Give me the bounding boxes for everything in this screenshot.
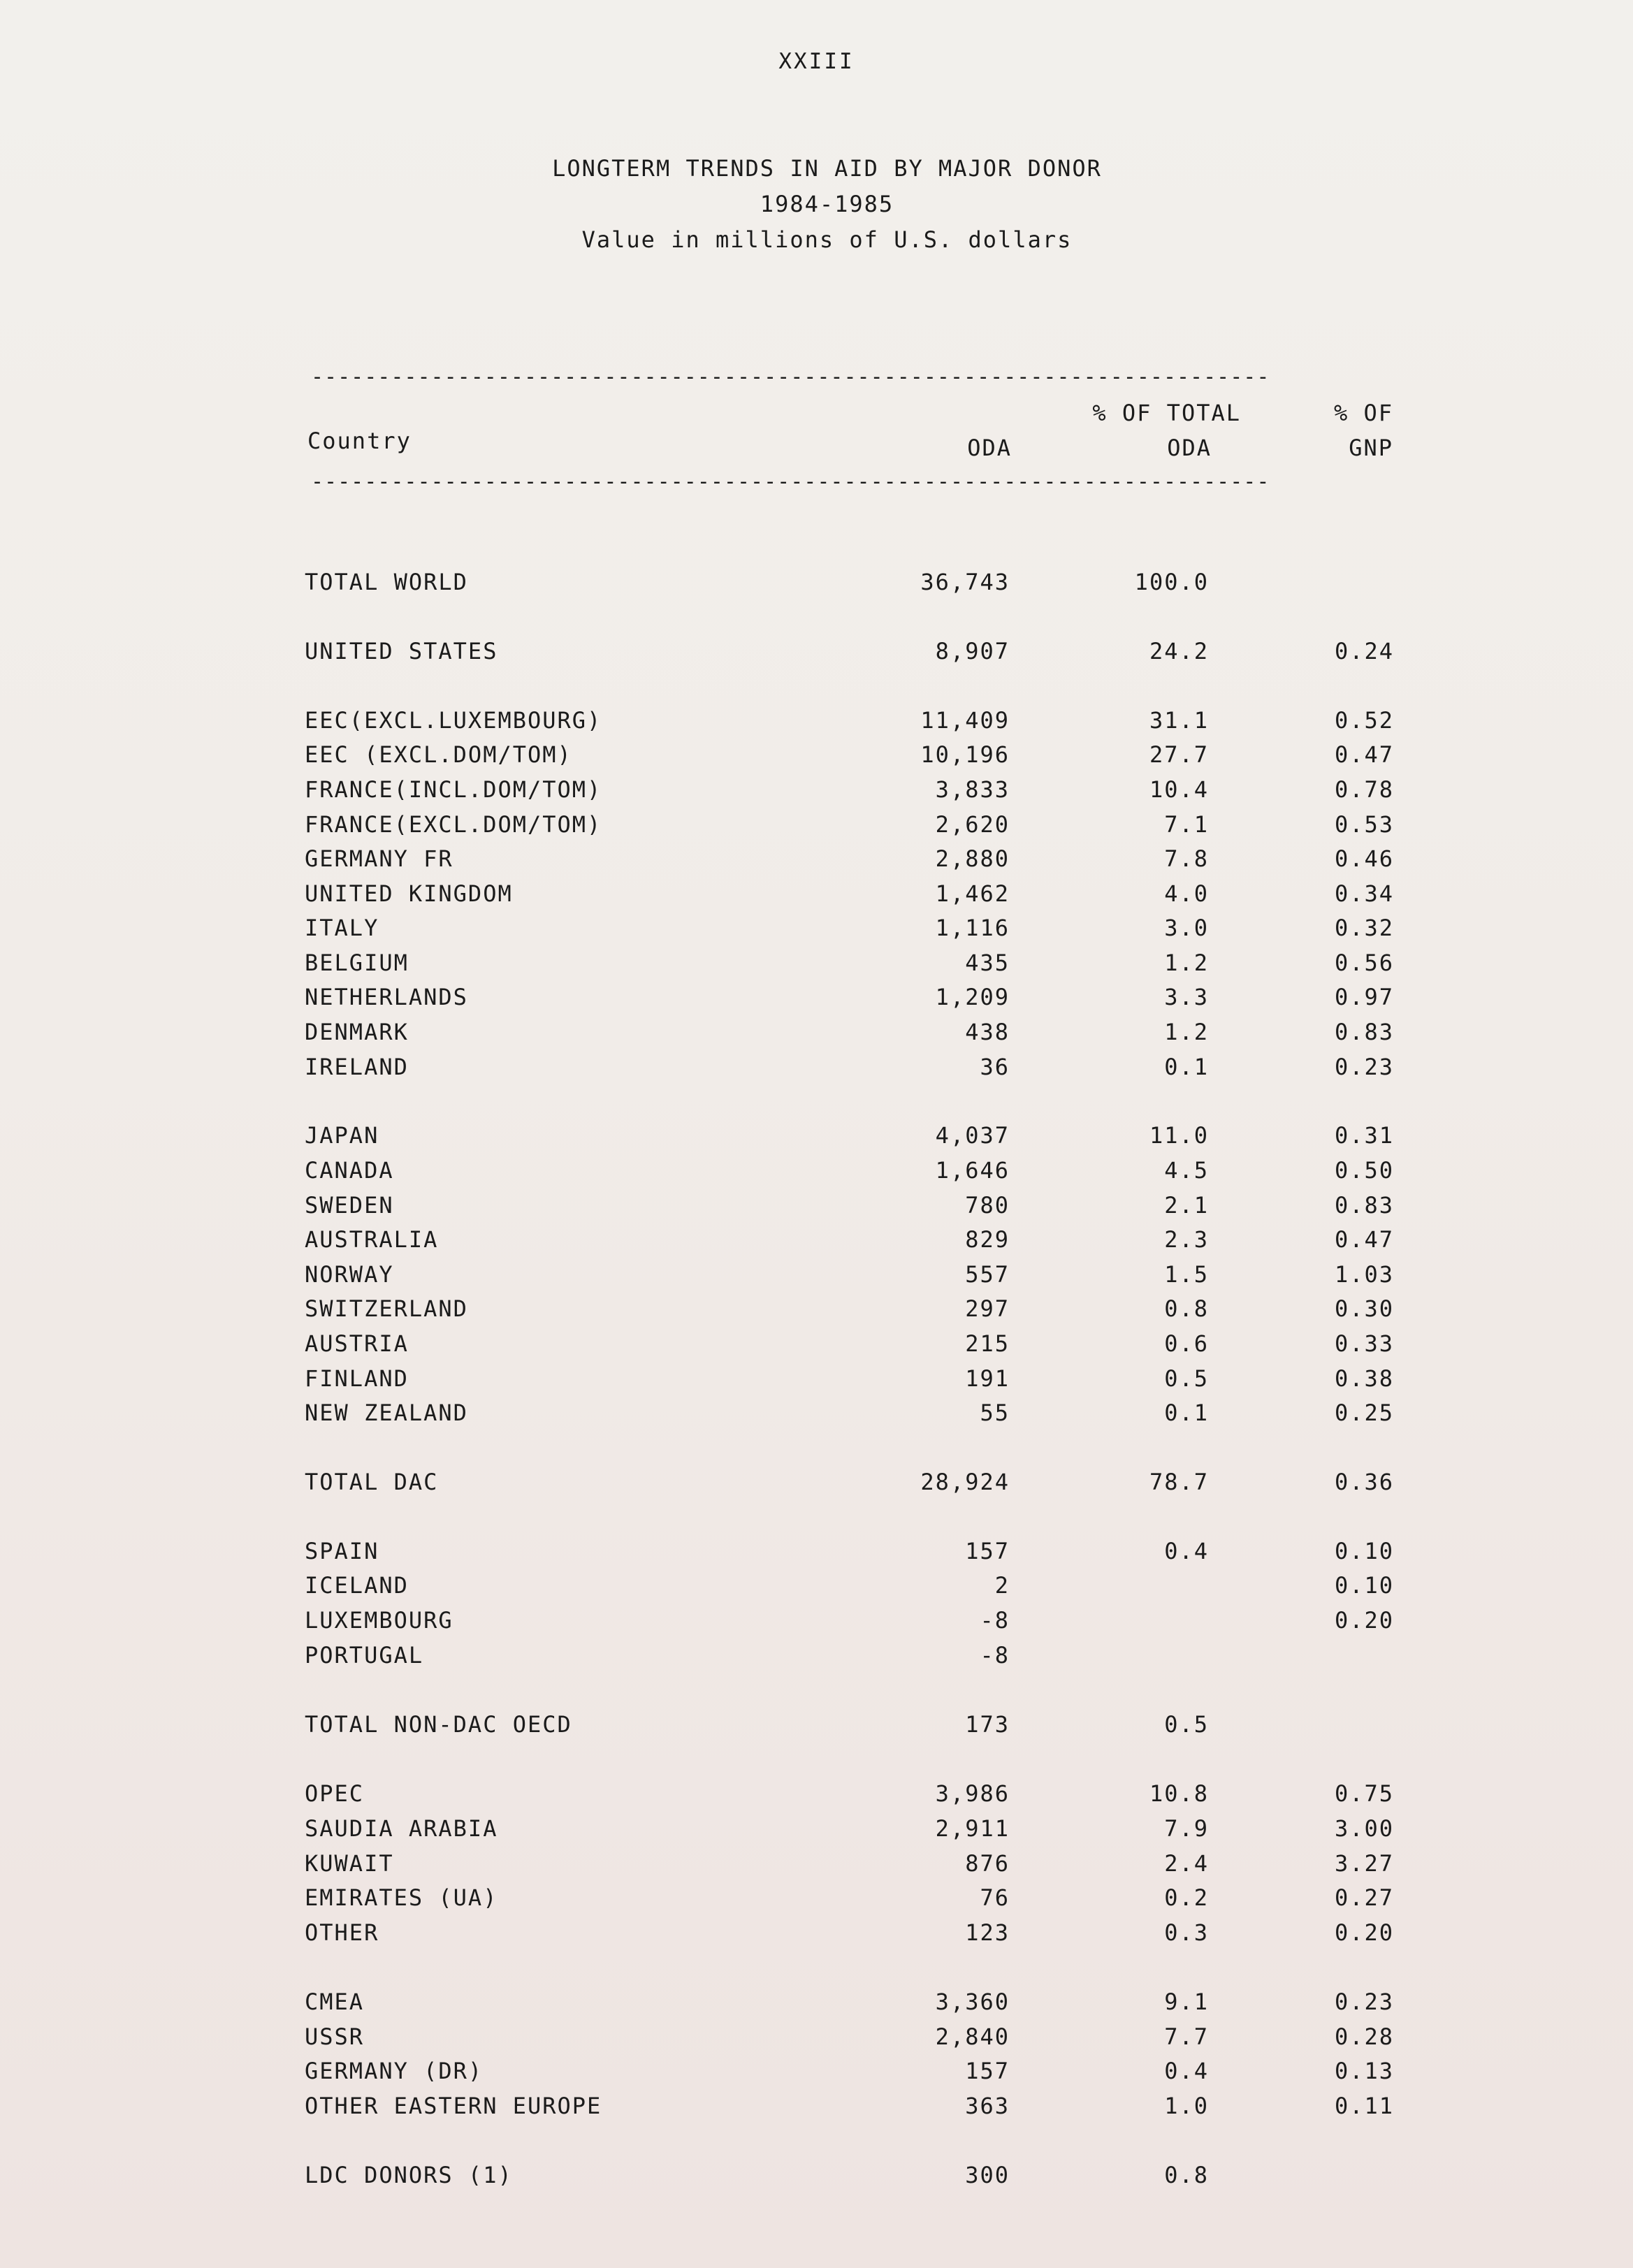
oda-cell: 438 xyxy=(965,1019,1010,1045)
header-country: Country xyxy=(307,428,412,454)
country-cell: IRELAND xyxy=(305,1054,409,1080)
oda-cell: 435 xyxy=(965,950,1010,976)
pct-gnp-cell: 0.24 xyxy=(1334,638,1394,664)
pct-total-cell: 0.4 xyxy=(1164,1538,1209,1564)
country-cell: AUSTRALIA xyxy=(305,1226,439,1253)
oda-cell: 2,911 xyxy=(935,1815,1010,1842)
table-row xyxy=(293,1850,1411,1885)
oda-cell: 2,620 xyxy=(935,811,1010,838)
pct-gnp-cell: 0.23 xyxy=(1334,1989,1394,2015)
pct-gnp-cell: 0.25 xyxy=(1334,1400,1394,1426)
table-row xyxy=(293,741,1411,776)
country-cell: KUWAIT xyxy=(305,1850,394,1877)
pct-gnp-cell: 0.20 xyxy=(1334,1607,1394,1634)
country-cell: DENMARK xyxy=(305,1019,409,1045)
pct-total-cell: 3.0 xyxy=(1164,915,1209,941)
oda-cell: -8 xyxy=(980,1607,1010,1634)
country-cell: NEW ZEALAND xyxy=(305,1400,468,1426)
pct-gnp-cell: 0.11 xyxy=(1334,2093,1394,2119)
table-row xyxy=(293,776,1411,811)
table-row xyxy=(293,1019,1411,1054)
table-row xyxy=(293,811,1411,846)
pct-total-cell: 10.8 xyxy=(1149,1780,1209,1807)
oda-cell: -8 xyxy=(980,1642,1010,1669)
country-cell: TOTAL WORLD xyxy=(305,569,468,595)
oda-cell: 10,196 xyxy=(920,741,1010,768)
pct-total-cell: 0.8 xyxy=(1164,1295,1209,1322)
table-row xyxy=(293,707,1411,742)
country-cell: BELGIUM xyxy=(305,950,409,976)
country-cell: ITALY xyxy=(305,915,379,941)
table-row xyxy=(293,1884,1411,1919)
header-oda: ODA xyxy=(967,435,1012,461)
oda-cell: 3,986 xyxy=(935,1780,1010,1807)
subtitle-units: Value in millions of U.S. dollars xyxy=(581,226,1073,253)
pct-gnp-cell: 0.30 xyxy=(1334,1295,1394,1322)
pct-total-cell: 7.1 xyxy=(1164,811,1209,838)
pct-gnp-cell: 0.78 xyxy=(1334,776,1394,803)
pct-total-cell: 0.5 xyxy=(1164,1365,1209,1392)
pct-total-cell: 2.1 xyxy=(1164,1192,1209,1219)
table-row xyxy=(293,1122,1411,1157)
oda-cell: 557 xyxy=(965,1261,1010,1288)
pct-total-cell: 0.1 xyxy=(1164,1400,1209,1426)
pct-total-cell: 2.3 xyxy=(1164,1226,1209,1253)
pct-total-cell: 0.6 xyxy=(1164,1330,1209,1357)
header-pct-gnp-line2: GNP xyxy=(1349,435,1393,461)
country-cell: FRANCE(EXCL.DOM/TOM) xyxy=(305,811,602,838)
pct-gnp-cell: 0.97 xyxy=(1334,984,1394,1010)
pct-total-cell: 31.1 xyxy=(1149,707,1209,734)
oda-cell: 4,037 xyxy=(935,1122,1010,1149)
subtitle-years: 1984-1985 xyxy=(760,191,894,217)
pct-total-cell: 100.0 xyxy=(1134,569,1209,595)
oda-cell: 11,409 xyxy=(920,707,1010,734)
pct-total-cell: 4.0 xyxy=(1164,880,1209,907)
pct-total-cell: 10.4 xyxy=(1149,776,1209,803)
table-row xyxy=(293,1469,1411,1504)
oda-cell: 780 xyxy=(965,1192,1010,1219)
oda-cell: 36 xyxy=(980,1054,1010,1080)
oda-cell: 2 xyxy=(994,1572,1010,1599)
oda-cell: 1,116 xyxy=(935,915,1010,941)
pct-total-cell: 1.0 xyxy=(1164,2093,1209,2119)
oda-cell: 1,646 xyxy=(935,1157,1010,1184)
pct-total-cell: 1.2 xyxy=(1164,950,1209,976)
country-cell: UNITED STATES xyxy=(305,638,498,664)
oda-cell: 3,360 xyxy=(935,1989,1010,2015)
oda-cell: 76 xyxy=(980,1884,1010,1911)
pct-gnp-cell: 0.47 xyxy=(1334,1226,1394,1253)
table-row xyxy=(293,2058,1411,2093)
pct-gnp-cell: 1.03 xyxy=(1334,1261,1394,1288)
title-line: LONGTERM TRENDS IN AID BY MAJOR DONOR xyxy=(552,155,1102,182)
country-cell: JAPAN xyxy=(305,1122,379,1149)
pct-total-cell: 0.8 xyxy=(1164,2162,1209,2188)
oda-cell: 1,209 xyxy=(935,984,1010,1010)
country-cell: USSR xyxy=(305,2023,365,2050)
table-row xyxy=(293,1365,1411,1400)
table-row xyxy=(293,915,1411,950)
table-row xyxy=(293,984,1411,1019)
country-cell: NORWAY xyxy=(305,1261,394,1288)
country-cell: OPEC xyxy=(305,1780,365,1807)
table-row xyxy=(293,1538,1411,1573)
pct-total-cell: 0.4 xyxy=(1164,2058,1209,2084)
table-row xyxy=(293,2093,1411,2128)
table-row xyxy=(293,1192,1411,1227)
oda-cell: 157 xyxy=(965,1538,1010,1564)
table-row xyxy=(293,1815,1411,1850)
pct-gnp-cell: 0.32 xyxy=(1334,915,1394,941)
header-pct-total-line1: % OF TOTAL xyxy=(1092,400,1241,426)
table-row xyxy=(293,1054,1411,1089)
oda-cell: 173 xyxy=(965,1711,1010,1738)
oda-cell: 55 xyxy=(980,1400,1010,1426)
country-cell: TOTAL NON-DAC OECD xyxy=(305,1711,572,1738)
oda-cell: 876 xyxy=(965,1850,1010,1877)
oda-cell: 36,743 xyxy=(920,569,1010,595)
pct-gnp-cell: 0.10 xyxy=(1334,1538,1394,1564)
country-cell: CMEA xyxy=(305,1989,365,2015)
table-row xyxy=(293,1989,1411,2023)
country-cell: SPAIN xyxy=(305,1538,379,1564)
pct-total-cell: 78.7 xyxy=(1149,1469,1209,1495)
country-cell: EMIRATES (UA) xyxy=(305,1884,498,1911)
header-pct-total-line2: ODA xyxy=(1167,435,1212,461)
pct-gnp-cell: 0.23 xyxy=(1334,1054,1394,1080)
header-bottom-rule: ------------------------------------------------------------------------ xyxy=(311,470,1270,494)
pct-gnp-cell: 0.28 xyxy=(1334,2023,1394,2050)
table-row xyxy=(293,1711,1411,1746)
country-cell: NETHERLANDS xyxy=(305,984,468,1010)
table-row xyxy=(293,1157,1411,1192)
oda-cell: 28,924 xyxy=(920,1469,1010,1495)
oda-cell: 297 xyxy=(965,1295,1010,1322)
header-top-rule: ------------------------------------------------------------------------ xyxy=(311,365,1270,389)
pct-gnp-cell: 0.56 xyxy=(1334,950,1394,976)
pct-gnp-cell: 0.47 xyxy=(1334,741,1394,768)
oda-cell: 215 xyxy=(965,1330,1010,1357)
pct-gnp-cell: 0.36 xyxy=(1334,1469,1394,1495)
pct-gnp-cell: 0.46 xyxy=(1334,845,1394,872)
pct-gnp-cell: 0.20 xyxy=(1334,1919,1394,1946)
country-cell: SWEDEN xyxy=(305,1192,394,1219)
pct-gnp-cell: 0.34 xyxy=(1334,880,1394,907)
pct-total-cell: 27.7 xyxy=(1149,741,1209,768)
oda-cell: 123 xyxy=(965,1919,1010,1946)
pct-gnp-cell: 0.52 xyxy=(1334,707,1394,734)
country-cell: PORTUGAL xyxy=(305,1642,424,1669)
oda-cell: 2,840 xyxy=(935,2023,1010,2050)
pct-total-cell: 3.3 xyxy=(1164,984,1209,1010)
table-row xyxy=(293,1607,1411,1642)
country-cell: OTHER xyxy=(305,1919,379,1946)
table-row xyxy=(293,950,1411,984)
pct-gnp-cell: 0.27 xyxy=(1334,1884,1394,1911)
table-row xyxy=(293,1642,1411,1677)
page-number: XXIII xyxy=(778,49,855,74)
oda-cell: 363 xyxy=(965,2093,1010,2119)
table-row xyxy=(293,569,1411,604)
pct-total-cell: 0.2 xyxy=(1164,1884,1209,1911)
table-row xyxy=(293,1572,1411,1607)
pct-total-cell: 2.4 xyxy=(1164,1850,1209,1877)
pct-gnp-cell: 0.83 xyxy=(1334,1192,1394,1219)
table-row xyxy=(293,1919,1411,1954)
oda-cell: 191 xyxy=(965,1365,1010,1392)
table-row xyxy=(293,880,1411,915)
country-cell: SWITZERLAND xyxy=(305,1295,468,1322)
country-cell: UNITED KINGDOM xyxy=(305,880,513,907)
pct-total-cell: 1.5 xyxy=(1164,1261,1209,1288)
pct-total-cell: 1.2 xyxy=(1164,1019,1209,1045)
oda-cell: 3,833 xyxy=(935,776,1010,803)
pct-gnp-cell: 3.27 xyxy=(1334,1850,1394,1877)
oda-cell: 8,907 xyxy=(935,638,1010,664)
pct-total-cell: 7.7 xyxy=(1164,2023,1209,2050)
country-cell: AUSTRIA xyxy=(305,1330,409,1357)
pct-total-cell: 7.9 xyxy=(1164,1815,1209,1842)
country-cell: ICELAND xyxy=(305,1572,409,1599)
table-row xyxy=(293,1330,1411,1365)
country-cell: EEC(EXCL.LUXEMBOURG) xyxy=(305,707,602,734)
country-cell: LUXEMBOURG xyxy=(305,1607,453,1634)
country-cell: SAUDIA ARABIA xyxy=(305,1815,498,1842)
pct-gnp-cell: 0.31 xyxy=(1334,1122,1394,1149)
pct-total-cell: 0.3 xyxy=(1164,1919,1209,1946)
oda-cell: 1,462 xyxy=(935,880,1010,907)
table-row xyxy=(293,1261,1411,1296)
table-row xyxy=(293,1400,1411,1434)
table-row xyxy=(293,1226,1411,1261)
oda-cell: 300 xyxy=(965,2162,1010,2188)
pct-gnp-cell: 0.50 xyxy=(1334,1157,1394,1184)
header-pct-gnp-line1: % OF xyxy=(1333,400,1393,426)
country-cell: CANADA xyxy=(305,1157,394,1184)
table-row xyxy=(293,2023,1411,2058)
country-cell: LDC DONORS (1) xyxy=(305,2162,513,2188)
table-row xyxy=(293,2162,1411,2197)
table-row xyxy=(293,845,1411,880)
pct-gnp-cell: 0.38 xyxy=(1334,1365,1394,1392)
pct-total-cell: 4.5 xyxy=(1164,1157,1209,1184)
pct-gnp-cell: 0.33 xyxy=(1334,1330,1394,1357)
pct-gnp-cell: 0.83 xyxy=(1334,1019,1394,1045)
oda-cell: 2,880 xyxy=(935,845,1010,872)
pct-total-cell: 11.0 xyxy=(1149,1122,1209,1149)
table-row xyxy=(293,638,1411,673)
table-row xyxy=(293,1295,1411,1330)
country-cell: FINLAND xyxy=(305,1365,409,1392)
pct-gnp-cell: 0.53 xyxy=(1334,811,1394,838)
pct-total-cell: 9.1 xyxy=(1164,1989,1209,2015)
country-cell: EEC (EXCL.DOM/TOM) xyxy=(305,741,572,768)
pct-total-cell: 7.8 xyxy=(1164,845,1209,872)
pct-total-cell: 0.1 xyxy=(1164,1054,1209,1080)
pct-gnp-cell: 0.13 xyxy=(1334,2058,1394,2084)
pct-total-cell: 0.5 xyxy=(1164,1711,1209,1738)
report-title xyxy=(0,151,1633,258)
country-cell: TOTAL DAC xyxy=(305,1469,439,1495)
country-cell: GERMANY FR xyxy=(305,845,453,872)
pct-gnp-cell: 3.00 xyxy=(1334,1815,1394,1842)
pct-gnp-cell: 0.10 xyxy=(1334,1572,1394,1599)
country-cell: FRANCE(INCL.DOM/TOM) xyxy=(305,776,602,803)
pct-total-cell: 24.2 xyxy=(1149,638,1209,664)
country-cell: GERMANY (DR) xyxy=(305,2058,484,2084)
country-cell: OTHER EASTERN EUROPE xyxy=(305,2093,602,2119)
oda-cell: 157 xyxy=(965,2058,1010,2084)
oda-cell: 829 xyxy=(965,1226,1010,1253)
table-row xyxy=(293,1780,1411,1815)
pct-gnp-cell: 0.75 xyxy=(1334,1780,1394,1807)
